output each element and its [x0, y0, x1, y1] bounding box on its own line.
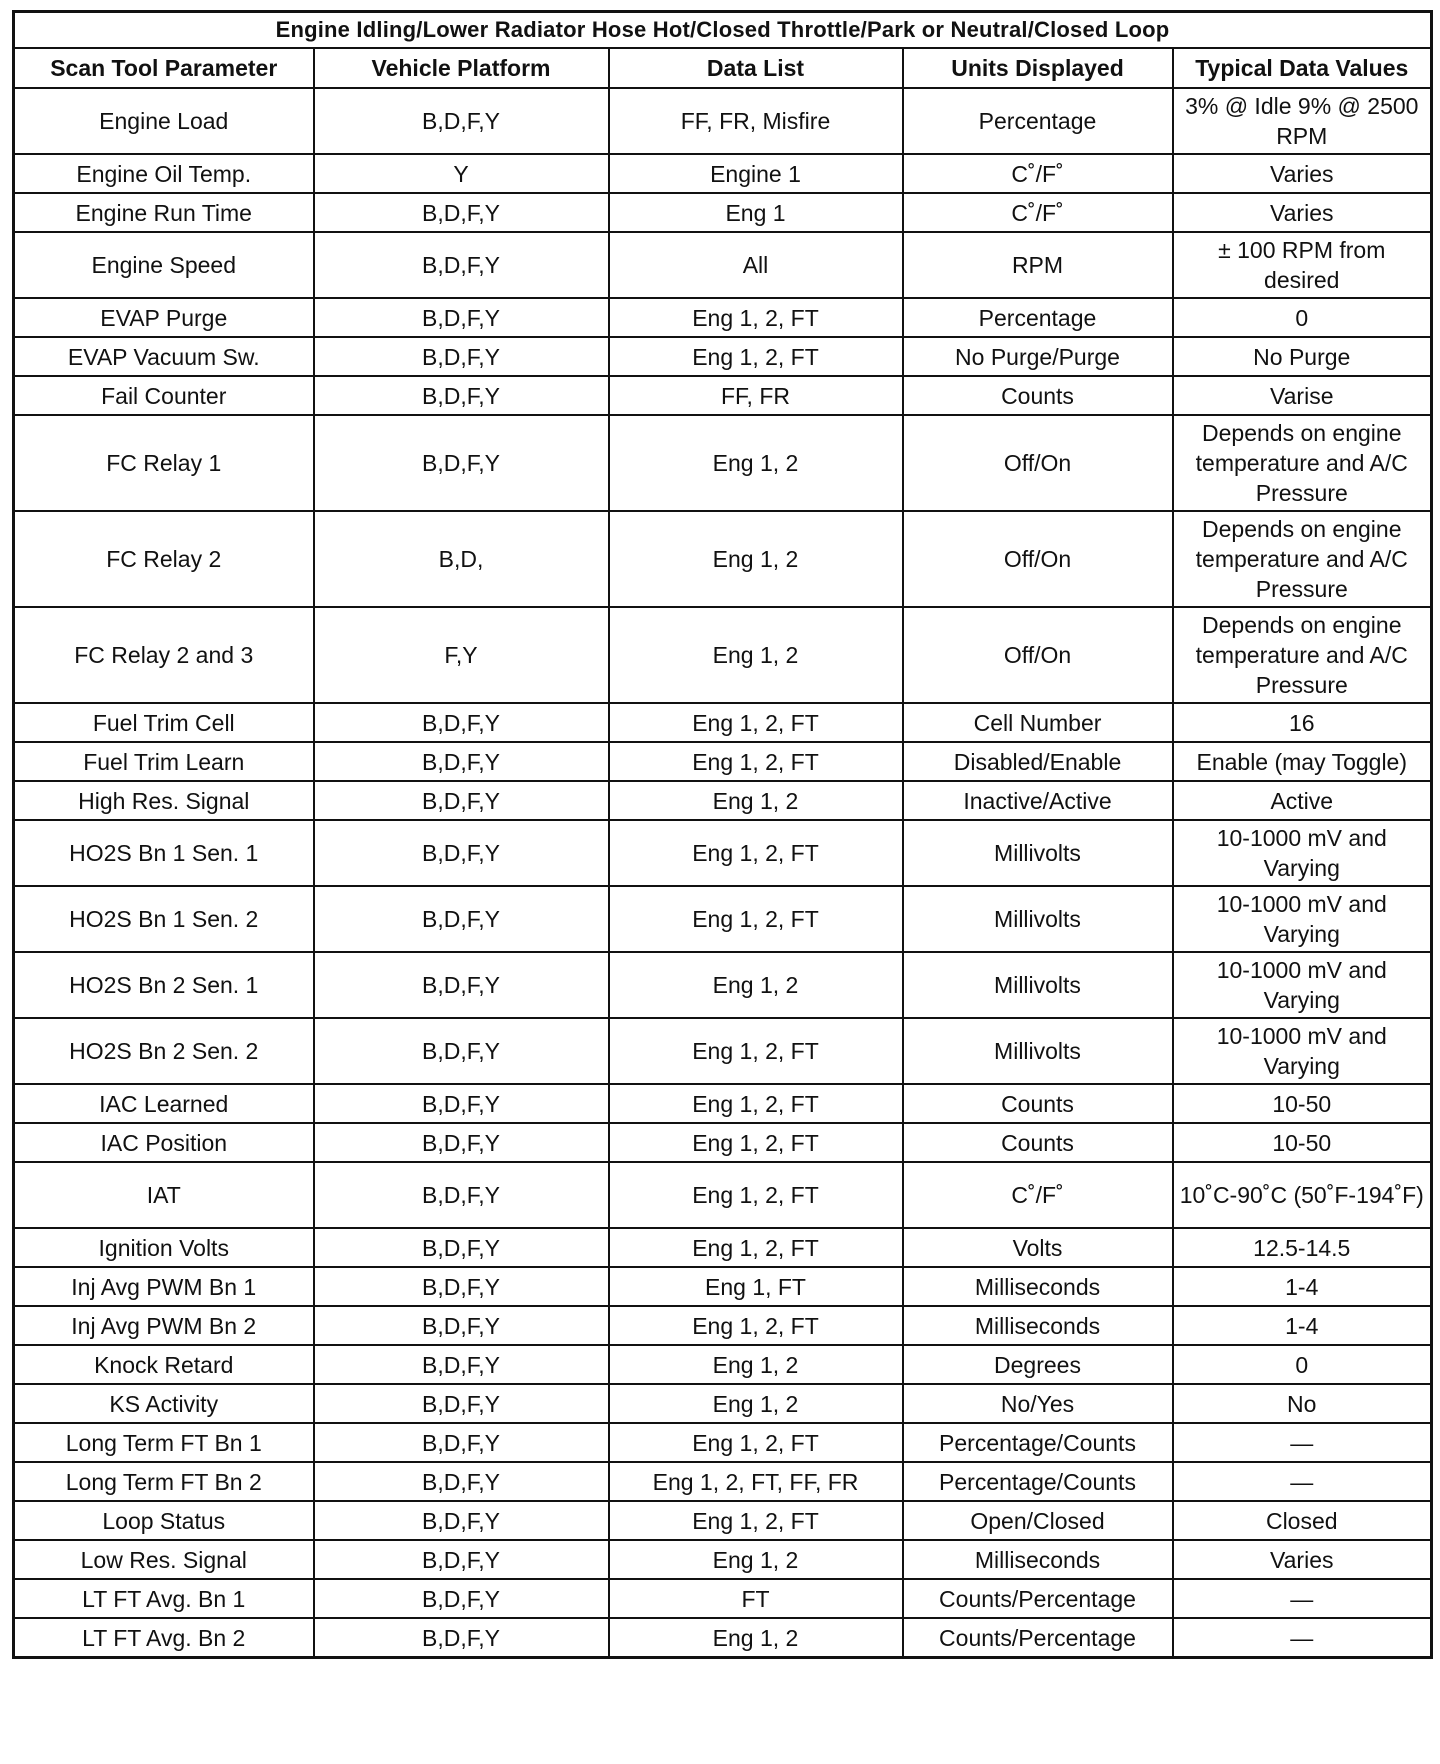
typical-value-cell: No Purge: [1173, 337, 1432, 376]
units-cell: Percentage/Counts: [903, 1462, 1173, 1501]
units-cell: Counts: [903, 1084, 1173, 1123]
units-cell: C˚/F˚: [903, 193, 1173, 232]
table-row: [14, 88, 1432, 154]
units-cell: Volts: [903, 1228, 1173, 1267]
data-list-cell: Eng 1, 2, FT: [609, 337, 903, 376]
parameter-cell: Fuel Trim Learn: [14, 742, 314, 781]
parameter-cell: Knock Retard: [14, 1345, 314, 1384]
units-cell: Percentage/Counts: [903, 1423, 1173, 1462]
vehicle-platform-cell: B,D,F,Y: [314, 193, 609, 232]
typical-value-cell: 10-1000 mV and Varying: [1173, 820, 1432, 886]
units-cell: Degrees: [903, 1345, 1173, 1384]
table-row: [14, 1501, 1432, 1540]
typical-value-cell: Varies: [1173, 1540, 1432, 1579]
typical-value-cell: 3% @ Idle 9% @ 2500 RPM: [1173, 88, 1432, 154]
units-cell: Percentage: [903, 88, 1173, 154]
scan-tool-data-table: [12, 10, 1433, 1659]
data-list-cell: Eng 1, 2: [609, 1384, 903, 1423]
data-list-cell: Eng 1, 2, FT: [609, 1423, 903, 1462]
vehicle-platform-cell: B,D,F,Y: [314, 1162, 609, 1228]
data-list-cell: Eng 1, 2, FT: [609, 1228, 903, 1267]
units-cell: Millivolts: [903, 886, 1173, 952]
units-cell: RPM: [903, 232, 1173, 298]
parameter-cell: Fail Counter: [14, 376, 314, 415]
units-cell: Milliseconds: [903, 1306, 1173, 1345]
table-row: [14, 1618, 1432, 1658]
column-header-typical-data-values: Typical Data Values: [1173, 48, 1432, 88]
column-header-data-list: Data List: [609, 48, 903, 88]
typical-value-cell: Enable (may Toggle): [1173, 742, 1432, 781]
vehicle-platform-cell: B,D,F,Y: [314, 1423, 609, 1462]
units-cell: Open/Closed: [903, 1501, 1173, 1540]
typical-value-cell: Varise: [1173, 376, 1432, 415]
vehicle-platform-cell: Y: [314, 154, 609, 193]
table-row: [14, 232, 1432, 298]
data-list-cell: Eng 1, 2: [609, 952, 903, 1018]
parameter-cell: IAC Position: [14, 1123, 314, 1162]
parameter-cell: Inj Avg PWM Bn 1: [14, 1267, 314, 1306]
typical-value-cell: —: [1173, 1462, 1432, 1501]
table-row: [14, 703, 1432, 742]
parameter-cell: Inj Avg PWM Bn 2: [14, 1306, 314, 1345]
parameter-cell: EVAP Purge: [14, 298, 314, 337]
vehicle-platform-cell: B,D,F,Y: [314, 1306, 609, 1345]
vehicle-platform-cell: B,D,F,Y: [314, 1228, 609, 1267]
parameter-cell: Ignition Volts: [14, 1228, 314, 1267]
typical-value-cell: 10-1000 mV and Varying: [1173, 1018, 1432, 1084]
table-row: [14, 1018, 1432, 1084]
vehicle-platform-cell: B,D,F,Y: [314, 1618, 609, 1658]
data-list-cell: Eng 1, 2, FT: [609, 742, 903, 781]
typical-value-cell: Depends on engine temperature and A/C Pressure: [1173, 607, 1432, 703]
units-cell: Millivolts: [903, 952, 1173, 1018]
parameter-cell: Long Term FT Bn 2: [14, 1462, 314, 1501]
units-cell: No Purge/Purge: [903, 337, 1173, 376]
data-list-cell: Engine 1: [609, 154, 903, 193]
table-row: [14, 193, 1432, 232]
data-list-cell: FT: [609, 1579, 903, 1618]
table-row: [14, 742, 1432, 781]
typical-value-cell: 0: [1173, 298, 1432, 337]
parameter-cell: KS Activity: [14, 1384, 314, 1423]
vehicle-platform-cell: B,D,F,Y: [314, 1501, 609, 1540]
vehicle-platform-cell: B,D,F,Y: [314, 742, 609, 781]
data-list-cell: Eng 1, 2, FT: [609, 1306, 903, 1345]
units-cell: C˚/F˚: [903, 154, 1173, 193]
data-list-cell: Eng 1: [609, 193, 903, 232]
data-list-cell: FF, FR: [609, 376, 903, 415]
typical-value-cell: 10-50: [1173, 1084, 1432, 1123]
table-row: [14, 1084, 1432, 1123]
column-header-vehicle-platform: Vehicle Platform: [314, 48, 609, 88]
vehicle-platform-cell: B,D,F,Y: [314, 1267, 609, 1306]
table-row: [14, 376, 1432, 415]
units-cell: Millivolts: [903, 820, 1173, 886]
typical-value-cell: Closed: [1173, 1501, 1432, 1540]
vehicle-platform-cell: B,D,F,Y: [314, 232, 609, 298]
typical-value-cell: Depends on engine temperature and A/C Pressure: [1173, 511, 1432, 607]
typical-value-cell: 10-50: [1173, 1123, 1432, 1162]
table-row: [14, 1384, 1432, 1423]
parameter-cell: High Res. Signal: [14, 781, 314, 820]
data-list-cell: Eng 1, 2, FT: [609, 1501, 903, 1540]
parameter-cell: LT FT Avg. Bn 2: [14, 1618, 314, 1658]
units-cell: No/Yes: [903, 1384, 1173, 1423]
parameter-cell: HO2S Bn 2 Sen. 1: [14, 952, 314, 1018]
data-list-cell: Eng 1, 2: [609, 415, 903, 511]
table-row: [14, 607, 1432, 703]
data-list-cell: Eng 1, 2, FT: [609, 298, 903, 337]
parameter-cell: Engine Oil Temp.: [14, 154, 314, 193]
typical-value-cell: —: [1173, 1423, 1432, 1462]
table-row: [14, 886, 1432, 952]
vehicle-platform-cell: B,D,F,Y: [314, 1345, 609, 1384]
typical-value-cell: 1-4: [1173, 1306, 1432, 1345]
parameter-cell: Loop Status: [14, 1501, 314, 1540]
table-row: [14, 820, 1432, 886]
column-header-units-displayed: Units Displayed: [903, 48, 1173, 88]
units-cell: Counts: [903, 1123, 1173, 1162]
typical-value-cell: Varies: [1173, 154, 1432, 193]
parameter-cell: EVAP Vacuum Sw.: [14, 337, 314, 376]
units-cell: Percentage: [903, 298, 1173, 337]
table-row: [14, 337, 1432, 376]
data-list-cell: Eng 1, 2, FT, FF, FR: [609, 1462, 903, 1501]
typical-value-cell: 10-1000 mV and Varying: [1173, 886, 1432, 952]
data-list-cell: Eng 1, 2, FT: [609, 820, 903, 886]
vehicle-platform-cell: B,D,F,Y: [314, 376, 609, 415]
table-row: [14, 1345, 1432, 1384]
table-row: [14, 1540, 1432, 1579]
typical-value-cell: Depends on engine temperature and A/C Pressure: [1173, 415, 1432, 511]
units-cell: C˚/F˚: [903, 1162, 1173, 1228]
vehicle-platform-cell: B,D,: [314, 511, 609, 607]
data-list-cell: Eng 1, 2, FT: [609, 1123, 903, 1162]
table-row: [14, 1123, 1432, 1162]
data-list-cell: All: [609, 232, 903, 298]
vehicle-platform-cell: B,D,F,Y: [314, 298, 609, 337]
data-list-cell: Eng 1, 2: [609, 1618, 903, 1658]
units-cell: Inactive/Active: [903, 781, 1173, 820]
column-header-scan-tool-parameter: Scan Tool Parameter: [14, 48, 314, 88]
vehicle-platform-cell: B,D,F,Y: [314, 1018, 609, 1084]
typical-value-cell: Active: [1173, 781, 1432, 820]
data-list-cell: Eng 1, 2, FT: [609, 1018, 903, 1084]
parameter-cell: FC Relay 2: [14, 511, 314, 607]
parameter-cell: IAC Learned: [14, 1084, 314, 1123]
units-cell: Counts/Percentage: [903, 1579, 1173, 1618]
data-list-cell: Eng 1, 2: [609, 1540, 903, 1579]
table-body: [14, 88, 1432, 1658]
units-cell: Off/On: [903, 415, 1173, 511]
units-cell: Off/On: [903, 607, 1173, 703]
table-row: [14, 1462, 1432, 1501]
typical-value-cell: 10˚C-90˚C (50˚F-194˚F): [1173, 1162, 1432, 1228]
vehicle-platform-cell: B,D,F,Y: [314, 1540, 609, 1579]
units-cell: Off/On: [903, 511, 1173, 607]
data-list-cell: Eng 1, 2: [609, 607, 903, 703]
typical-value-cell: —: [1173, 1579, 1432, 1618]
table-row: [14, 415, 1432, 511]
vehicle-platform-cell: B,D,F,Y: [314, 820, 609, 886]
table-row: [14, 781, 1432, 820]
parameter-cell: LT FT Avg. Bn 1: [14, 1579, 314, 1618]
parameter-cell: Engine Run Time: [14, 193, 314, 232]
data-list-cell: Eng 1, 2: [609, 781, 903, 820]
parameter-cell: Engine Load: [14, 88, 314, 154]
typical-value-cell: 0: [1173, 1345, 1432, 1384]
vehicle-platform-cell: B,D,F,Y: [314, 703, 609, 742]
table-row: [14, 154, 1432, 193]
units-cell: Cell Number: [903, 703, 1173, 742]
typical-value-cell: Varies: [1173, 193, 1432, 232]
units-cell: Milliseconds: [903, 1540, 1173, 1579]
vehicle-platform-cell: F,Y: [314, 607, 609, 703]
typical-value-cell: 1-4: [1173, 1267, 1432, 1306]
data-list-cell: Eng 1, 2, FT: [609, 1084, 903, 1123]
units-cell: Disabled/Enable: [903, 742, 1173, 781]
typical-value-cell: No: [1173, 1384, 1432, 1423]
parameter-cell: Engine Speed: [14, 232, 314, 298]
units-cell: Counts: [903, 376, 1173, 415]
units-cell: Milliseconds: [903, 1267, 1173, 1306]
table-row: [14, 1306, 1432, 1345]
typical-value-cell: 10-1000 mV and Varying: [1173, 952, 1432, 1018]
table-row: [14, 1228, 1432, 1267]
table-row: [14, 511, 1432, 607]
data-list-cell: Eng 1, 2, FT: [609, 703, 903, 742]
document-page: [12, 10, 1430, 1659]
parameter-cell: Long Term FT Bn 1: [14, 1423, 314, 1462]
typical-value-cell: ± 100 RPM from desired: [1173, 232, 1432, 298]
vehicle-platform-cell: B,D,F,Y: [314, 886, 609, 952]
typical-value-cell: —: [1173, 1618, 1432, 1658]
vehicle-platform-cell: B,D,F,Y: [314, 781, 609, 820]
vehicle-platform-cell: B,D,F,Y: [314, 88, 609, 154]
column-header-row: [14, 48, 1432, 88]
parameter-cell: FC Relay 1: [14, 415, 314, 511]
table-title-row: [14, 12, 1432, 49]
parameter-cell: FC Relay 2 and 3: [14, 607, 314, 703]
table-title: Engine Idling/Lower Radiator Hose Hot/Closed Throttle/Park or Neutral/Closed Loop: [14, 12, 1432, 49]
vehicle-platform-cell: B,D,F,Y: [314, 1123, 609, 1162]
vehicle-platform-cell: B,D,F,Y: [314, 1462, 609, 1501]
table-row: [14, 1162, 1432, 1228]
typical-value-cell: 16: [1173, 703, 1432, 742]
vehicle-platform-cell: B,D,F,Y: [314, 337, 609, 376]
units-cell: Millivolts: [903, 1018, 1173, 1084]
data-list-cell: Eng 1, 2, FT: [609, 886, 903, 952]
parameter-cell: HO2S Bn 1 Sen. 2: [14, 886, 314, 952]
data-list-cell: Eng 1, 2, FT: [609, 1162, 903, 1228]
table-row: [14, 1579, 1432, 1618]
table-row: [14, 952, 1432, 1018]
typical-value-cell: 12.5-14.5: [1173, 1228, 1432, 1267]
data-list-cell: Eng 1, 2: [609, 1345, 903, 1384]
parameter-cell: HO2S Bn 2 Sen. 2: [14, 1018, 314, 1084]
table-row: [14, 1423, 1432, 1462]
vehicle-platform-cell: B,D,F,Y: [314, 1579, 609, 1618]
units-cell: Counts/Percentage: [903, 1618, 1173, 1658]
vehicle-platform-cell: B,D,F,Y: [314, 952, 609, 1018]
data-list-cell: Eng 1, 2: [609, 511, 903, 607]
vehicle-platform-cell: B,D,F,Y: [314, 1084, 609, 1123]
data-list-cell: Eng 1, FT: [609, 1267, 903, 1306]
data-list-cell: FF, FR, Misfire: [609, 88, 903, 154]
table-row: [14, 298, 1432, 337]
parameter-cell: HO2S Bn 1 Sen. 1: [14, 820, 314, 886]
table-row: [14, 1267, 1432, 1306]
vehicle-platform-cell: B,D,F,Y: [314, 415, 609, 511]
parameter-cell: Fuel Trim Cell: [14, 703, 314, 742]
vehicle-platform-cell: B,D,F,Y: [314, 1384, 609, 1423]
parameter-cell: IAT: [14, 1162, 314, 1228]
parameter-cell: Low Res. Signal: [14, 1540, 314, 1579]
